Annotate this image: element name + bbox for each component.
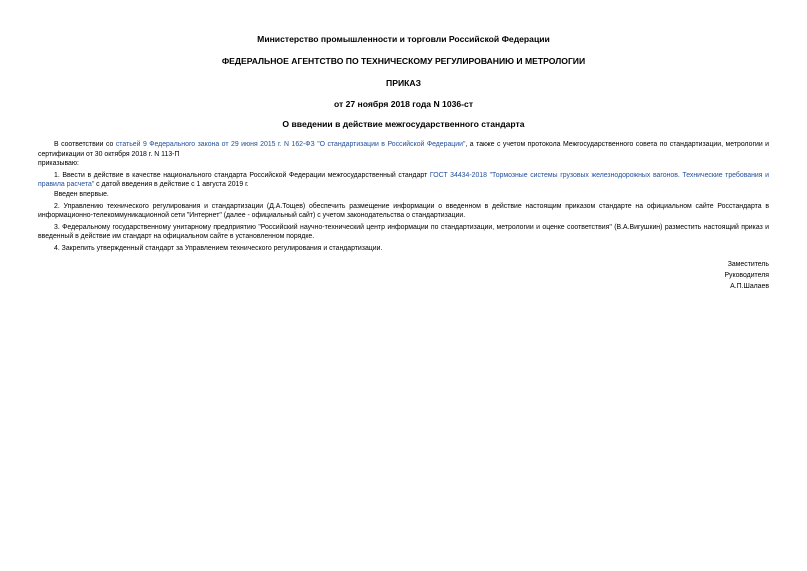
signature-title-2: Руководителя: [724, 271, 769, 279]
document-subject: О введении в действие межгосударственного стандарта: [282, 119, 525, 129]
intro-prefix: В соответствии со: [54, 141, 116, 148]
ministry-heading: Министерство промышленности и торговли Российской Федерации: [257, 34, 550, 44]
introduced-first-note: Введен впервые.: [54, 190, 109, 198]
intro-suffix: , а также с учетом протокола Межгосударственного совета по стандартизации, метрологии и сертификации от 30 октября 2018 г. N 113-П: [38, 141, 770, 158]
law-link[interactable]: статьей 9 Федерального закона от 29 июня 2015 г. N 162-ФЗ "О стандартизации в Российской Федерации": [115, 141, 466, 148]
item-1-suffix: с датой введения в действие с 1 августа 2019 г.: [94, 181, 249, 189]
document-type: ПРИКАЗ: [386, 78, 421, 88]
item-1-prefix: 1. Ввести в действие в качестве национального стандарта Российской Федерации межгосударственный стандарт: [54, 171, 430, 179]
item-3: 3. Федеральному государственному унитарному предприятию "Российский научно-технический центр информации по стандартизации, метрологии и оценке соответствия" (В.А.Вигушкин) разместить настоящий приказ и введенный в действие им стандарт на официальном сайте в установленном порядке.: [38, 223, 769, 241]
item-2: 2. Управлению технического регулирования и стандартизации (Д.А.Тощев) обеспечить размещение информации о введенном в действие настоящим приказом стандарте на официальном сайте Росстандарта в информационно-телекоммуникационной сети "Интернет" (далее - официальный сайт) с учетом законодательства о стандартизации.: [38, 202, 769, 220]
item-1: [38, 171, 769, 190]
order-word: приказываю:: [38, 160, 79, 168]
document-body: [38, 140, 769, 254]
signature-block: [38, 259, 769, 292]
item-4: 4. Закрепить утвержденный стандарт за Управлением технического регулирования и стандартизации.: [54, 244, 383, 252]
agency-heading: ФЕДЕРАЛЬНОЕ АГЕНТСТВО ПО ТЕХНИЧЕСКОМУ РЕГУЛИРОВАНИЮ И МЕТРОЛОГИИ: [221, 56, 586, 66]
signature-title-1: Заместитель: [727, 260, 769, 268]
document-date-number: от 27 ноября 2018 года N 1036-ст: [333, 99, 474, 109]
standard-link[interactable]: ГОСТ 34434-2018 "Тормозные системы грузовых железнодорожных вагонов. Технические требования и правила расчета": [38, 171, 769, 189]
intro-paragraph: [38, 140, 769, 159]
signature-name: А.П.Шалаев: [730, 282, 769, 290]
